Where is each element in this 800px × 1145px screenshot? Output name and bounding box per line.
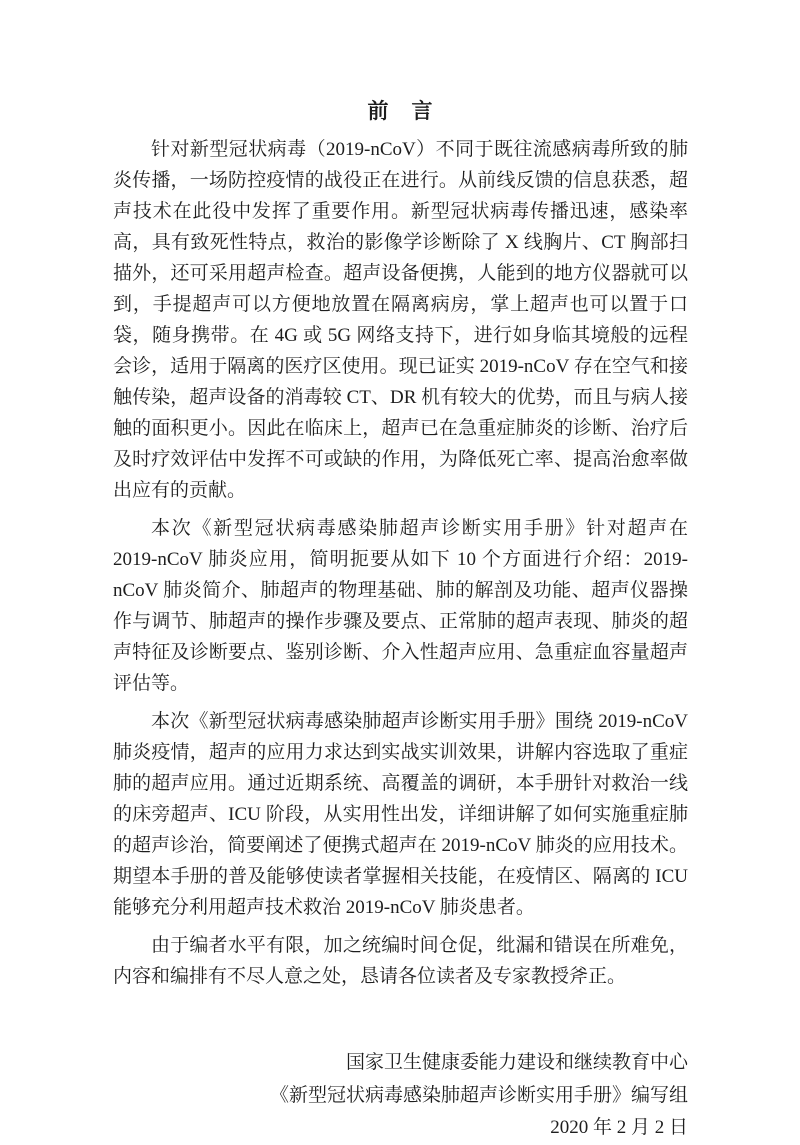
- preface-paragraph-3: 本次《新型冠状病毒感染肺超声诊断实用手册》围绕 2019-nCoV 肺炎疫情，超声的应用力求达到实战实训效果，讲解内容选取了重症肺的超声应用。通过近期系统、高覆盖的调研，本手册针对救治一线的床旁超声、ICU 阶段，从实用性出发，详细讲解了如何实施重症肺的超声诊治，简要阐述了便携式超声在 2019-nCoV 肺炎的应用技术。期望本手册的普及能够使读者掌握相关技能，在疫情区、隔离的 ICU 能够充分利用超声技术救治 2019-nCoV 肺炎患者。: [113, 711, 688, 918]
- page-title: 前 言: [367, 99, 434, 123]
- preface-paragraph-4: 由于编者水平有限，加之统编时间仓促，纰漏和错误在所难免，内容和编排有不尽人意之处，恳请各位读者及专家教授斧正。: [113, 935, 688, 987]
- signature-organization: 国家卫生健康委能力建设和继续教育中心: [345, 1052, 688, 1073]
- signature-block: [113, 1047, 688, 1145]
- signature-group: 《新型冠状病毒感染肺超声诊断实用手册》编写组: [269, 1084, 688, 1106]
- preface-paragraph-2: 本次《新型冠状病毒感染肺超声诊断实用手册》针对超声在 2019-nCoV 肺炎应用，简明扼要从如下 10 个方面进行介绍：2019-nCoV 肺炎简介、肺超声的物理基础、肺的解剖及功能、超声仪器操作与调节、肺超声的操作步骤及要点、正常肺的超声表现、肺炎的超声特征及诊断要点、鉴别诊断、介入性超声应用、急重症血容量超声评估等。: [113, 518, 688, 694]
- preface-paragraph-1: 针对新型冠状病毒（2019-nCoV）不同于既往流感病毒所致的肺炎传播，一场防控疫情的战役正在进行。从前线反馈的信息获悉，超声技术在此役中发挥了重要作用。新型冠状病毒传播迅速，感染率高，具有致死性特点，救治的影像学诊断除了 X 线胸片、CT 胸部扫描外，还可采用超声检查。超声设备便携，人能到的地方仪器就可以到，手提超声可以方便地放置在隔离病房，掌上超声也可以置于口袋，随身携带。在 4G 或 5G 网络支持下，进行如身临其境般的远程会诊，适用于隔离的医疗区使用。现已证实 2019-nCoV 存在空气和接触传染，超声设备的消毒较 CT、DR 机有较大的优势，而且与病人接触的面积更小。因此在临床上，超声已在急重症肺炎的诊断、治疗后及时疗效评估中发挥不可或缺的作用，为降低死亡率、提高治愈率做出应有的贡献。: [113, 139, 688, 501]
- signature-date: 2020 年 2 月 2 日: [550, 1117, 688, 1138]
